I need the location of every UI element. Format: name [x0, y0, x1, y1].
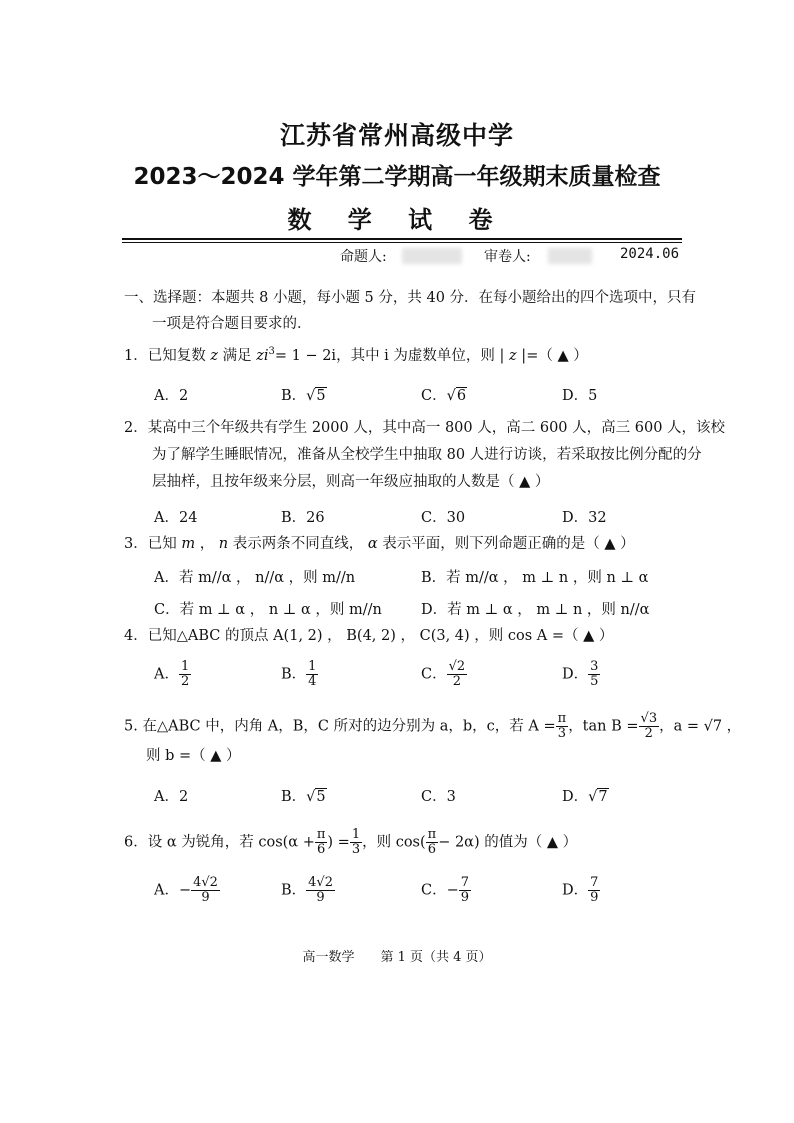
q3-option-a: A．若 m//α ， n//α ，则 m//n: [154, 570, 356, 586]
q6-stem: 6．设 α 为锐角，若 cos(α + $\frac{\pi}{6}$ ) = $\frac{1}{3}$ ，则 cos( $\frac{\pi}{6}$ − 2α) 的值为（ ▲ ）: [124, 827, 578, 857]
exam-title: 2023～2024 学年第二学期高一年级期末质量检查: [133, 164, 661, 190]
q2-option-c: C．30: [421, 510, 466, 526]
section1-intro-line2: 一项是符合题目要求的．: [152, 316, 312, 332]
header-rule-thick: [122, 238, 682, 240]
q5-option-b: B．√5: [281, 789, 326, 805]
q5-stem: 5. 在△ABC 中，内角 A，B，C 所对的边分别为 a，b，c，若 A = $\frac{\pi}{3}$ ，tan B = $\frac{√3}{2}$ ，a = √7 ，: [124, 711, 742, 741]
q3-option-c: C．若 m ⊥ α ， n ⊥ α ，则 m//n: [154, 602, 382, 618]
q6-option-a: A．− $\frac{4√2}{9}$: [154, 875, 218, 905]
q4-option-a: A． $\frac{1}{2}$: [154, 659, 190, 689]
q5-option-c: C．3: [421, 789, 456, 805]
reviewer-label: 审卷人:: [484, 249, 531, 265]
q3-option-d: D．若 m ⊥ α ， m ⊥ n ，则 n//α: [421, 602, 650, 618]
q1-option-d: D．5: [562, 388, 598, 404]
header-rule-thin: [122, 242, 682, 243]
q4-option-c: C． $\frac{√2}{2}$: [421, 659, 466, 689]
q4-stem: 4．已知△ABC 的顶点 A(1, 2) ， B(4, 2) ， C(3, 4) ，则 cos A =（ ▲ ）: [124, 628, 614, 644]
q1-stem: 1．已知复数 z 满足 $zi^3= 1 - 2i$，其中 i 为虚数单位，则 | z |=（ ▲ ）: [124, 346, 588, 364]
q2-stem-line2: 为了解学生睡眠情况，准备从全校学生中抽取 80 人进行访谈，若采取按比例分配的分: [152, 447, 702, 463]
q2-stem-line1: 2．某高中三个年级共有学生 2000 人，其中高一 800 人，高二 600 人，高三 600 人，该校: [124, 420, 726, 436]
school-title: 江苏省常州高级中学: [279, 121, 514, 150]
q3-stem: 3．已知 m ， n 表示两条不同直线， α 表示平面，则下列命题正确的是（ ▲ ）: [124, 536, 635, 552]
q2-option-b: B．26: [281, 510, 325, 526]
q2-option-a: A．24: [154, 510, 198, 526]
q1-option-c: C．√6: [421, 388, 467, 404]
page-footer: 高一数学 第 1 页（共 4 页）: [302, 950, 492, 965]
author-label: 命题人:: [340, 249, 387, 265]
reviewer-redacted: [548, 248, 592, 264]
q2-stem-line3: 层抽样，且按年级来分层，则高一年级应抽取的人数是（ ▲ ）: [152, 474, 550, 490]
q3-option-b: B．若 m//α ， m ⊥ n ，则 n ⊥ α: [421, 570, 649, 586]
q6-option-d: D． $\frac{7}{9}$: [562, 875, 599, 905]
q6-option-b: B． $\frac{4√2}{9}$: [281, 875, 333, 905]
exam-date: 2024.06: [620, 246, 680, 262]
q5-option-a: A．2: [154, 789, 189, 805]
author-redacted: [402, 248, 462, 264]
q6-option-c: C．− $\frac{7}{9}$: [421, 875, 470, 905]
q4-option-b: B． $\frac{1}{4}$: [281, 659, 317, 689]
q5-option-d: D．√7: [562, 789, 608, 805]
q1-option-a: A．2: [154, 388, 189, 404]
subject-title: 数 学 试 卷: [287, 205, 507, 234]
q2-option-d: D．32: [562, 510, 607, 526]
q5-stem-line2: 则 b =（ ▲ ）: [146, 748, 241, 764]
q1-option-b: B．√5: [281, 388, 326, 404]
q4-option-d: D． $\frac{3}{5}$: [562, 659, 599, 689]
section1-intro-line1: 一、选择题：本题共 8 小题，每小题 5 分，共 40 分．在每小题给出的四个选项中，只有: [124, 290, 697, 306]
